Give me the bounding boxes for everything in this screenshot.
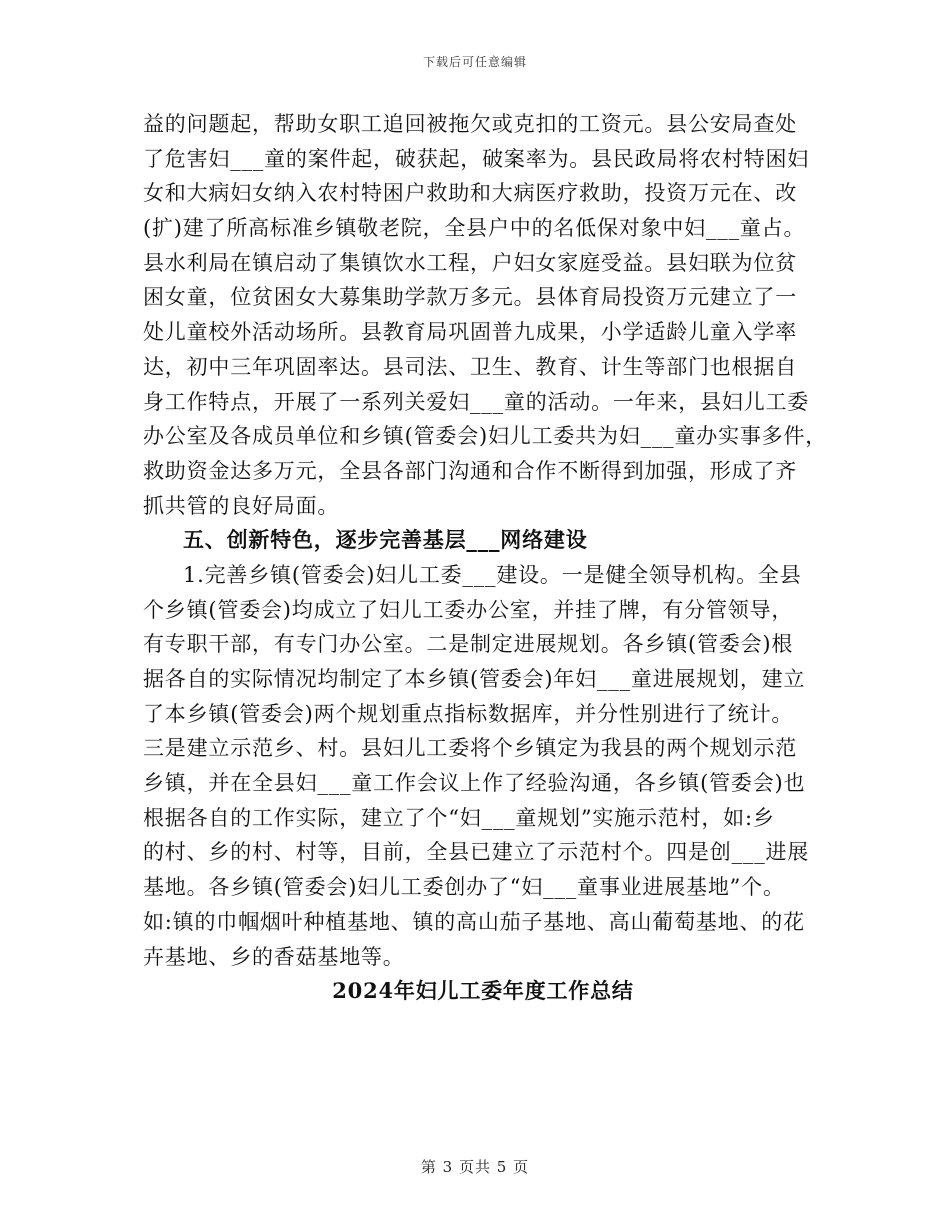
body-line: 三是建立示范乡、村。县妇儿工委将个乡镇定为我县的两个规划示范 xyxy=(143,736,797,761)
body-line: 卉基地、乡的香菇基地等。 xyxy=(143,944,405,969)
document-title: 2024年妇儿工委年度工作总结 xyxy=(332,978,634,1004)
page-header: 下载后可任意编辑 xyxy=(422,55,527,69)
document-body xyxy=(143,107,828,1009)
body-line: 办公室及各成员单位和乡镇(管委会)妇儿工委共为妇___童办实事多件， xyxy=(143,424,828,449)
body-line: 有专职干部，有专门办公室。二是制定进展规划。各乡镇(管委会)根 xyxy=(143,632,794,657)
body-line: 身工作特点，开展了一系列关爱妇___童的活动。一年来，县妇儿工委 xyxy=(143,389,810,414)
body-line: 困女童，位贫困女大募集助学款万多元。县体育局投资万元建立了一 xyxy=(143,285,797,310)
body-line: 根据各自的工作实际，建立了个“妇___童规划”实施示范村，如:乡 xyxy=(143,805,775,830)
body-line: 女和大病妇女纳入农村特困户救助和大病医疗救助，投资万元在、改 xyxy=(143,181,797,206)
body-line: 如:镇的巾帼烟叶种植基地、镇的高山茄子基地、高山葡萄基地、的花 xyxy=(143,909,805,934)
body-line: 据各自的实际情况均制定了本乡镇(管委会)年妇___童进展规划，建立 xyxy=(143,667,806,691)
body-line: 达，初中三年巩固率达。县司法、卫生、教育、计生等部门也根据自 xyxy=(143,354,797,379)
body-line: 的村、乡的村、村等，目前，全县已建立了示范村个。四是创___进展 xyxy=(143,840,810,865)
body-line: 乡镇，并在全县妇___童工作会议上作了经验沟通，各乡镇(管委会)也 xyxy=(143,771,806,796)
body-line: 了本乡镇(管委会)两个规划重点指标数据库，并分性别进行了统计。 xyxy=(143,701,794,726)
body-line: 1.完善乡镇(管委会)妇儿工委___建设。一是健全领导机构。全县 xyxy=(183,562,802,587)
body-line: 县水利局在镇启动了集镇饮水工程，户妇女家庭受益。县妇联为位贫 xyxy=(143,250,797,275)
body-line: (扩)建了所高标准乡镇敬老院，全县户中的名低保对象中妇___童占。 xyxy=(143,216,806,241)
page-footer: 第 3 页共 5 页 xyxy=(420,1158,530,1176)
body-line: 了危害妇___童的案件起，破获起，破案率为。县民政局将农村特困妇 xyxy=(143,146,810,171)
body-line: 抓共管的良好局面。 xyxy=(143,493,340,518)
section-heading: 五、创新特色，逐步完善基层___网络建设 xyxy=(183,527,588,553)
body-line: 益的问题起，帮助女职工追回被拖欠或克扣的工资元。县公安局查处 xyxy=(143,112,797,136)
body-line: 个乡镇(管委会)均成立了妇儿工委办公室，并挂了牌，有分管领导， xyxy=(143,597,794,622)
body-line: 处儿童校外活动场所。县教育局巩固普九成果，小学适龄儿童入学率 xyxy=(143,320,797,345)
body-line: 救助资金达多万元，全县各部门沟通和合作不断得到加强，形成了齐 xyxy=(143,458,797,483)
body-line: 基地。各乡镇(管委会)妇儿工委创办了“妇___童事业进展基地”个。 xyxy=(143,875,785,900)
